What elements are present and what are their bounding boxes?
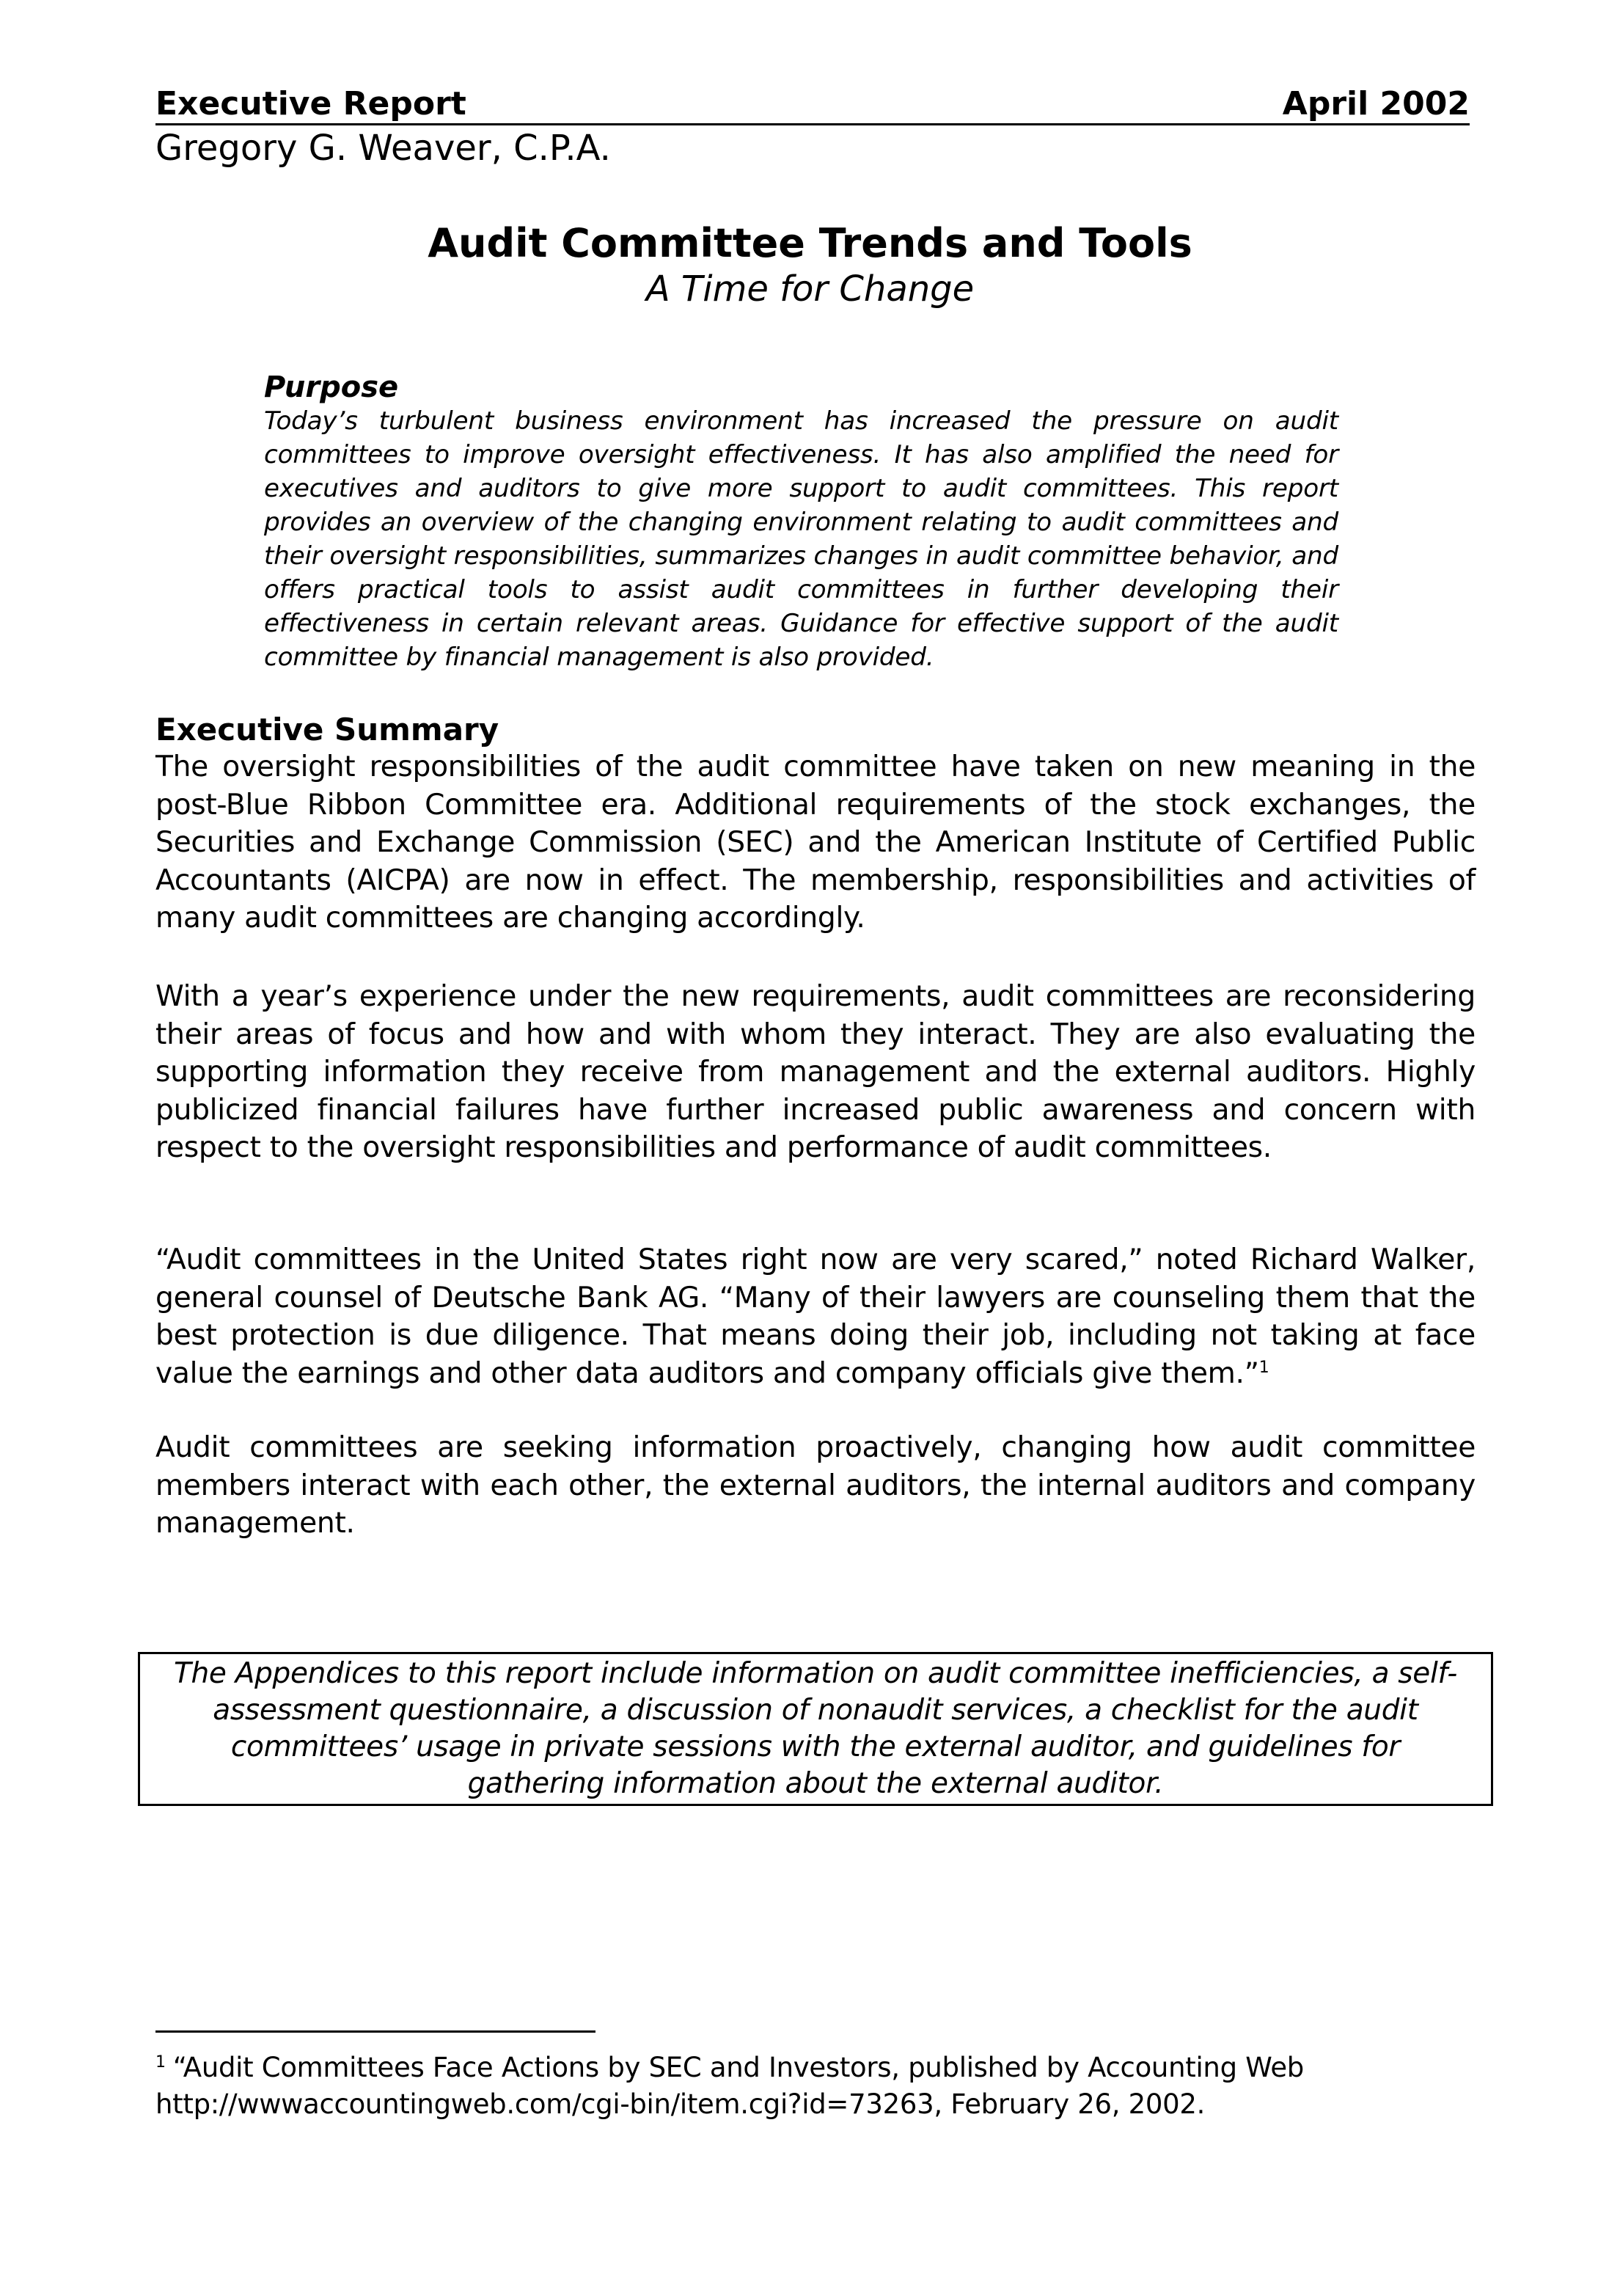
- summary-paragraph-2-block: [155, 978, 1476, 1167]
- page-subtitle: A Time for Change: [645, 268, 975, 310]
- footnote-divider: [155, 2030, 595, 2033]
- footnote-reference[interactable]: 1: [1258, 1358, 1269, 1377]
- page-title: Audit Committee Trends and Tools: [428, 220, 1192, 266]
- summary-paragraph-4: Audit committees are seeking information proactively, changing how audit committee members interact with each other, the external auditors, the internal auditors and company management.: [155, 1431, 1476, 1540]
- report-header: [155, 82, 1470, 125]
- footnote: [155, 2050, 1476, 2123]
- summary-paragraph-3: [155, 1241, 1476, 1392]
- footnote-line-1: [155, 2050, 1476, 2086]
- summary-paragraph-1: The oversight responsibilities of the audit committee have taken on new meaning in the post-Blue Ribbon Committee era. Additional requirements of the stock exchanges, the Securities and Exchange Commission (SEC) and the American Institute of Certified Public Accountants (AICPA) are now in effect. The membership, responsibilities and activities of many audit committees are changing accordingly.: [155, 750, 1476, 935]
- summary-paragraph-2: With a year’s experience under the new requirements, audit committees are reconsidering their areas of focus and how and with whom they interact. They are also evaluating the supporting information they receive from management and the external auditors. Highly publicized financial failures have further increased public awareness and concern with respect to the oversight responsibilities and performance of audit committees.: [155, 980, 1476, 1164]
- purpose-section: [264, 370, 1338, 674]
- executive-summary-section: [155, 712, 1476, 937]
- purpose-text: Today’s turbulent business environment has increased the pressure on audit committees to improve oversight effectiveness. It has also amplified the need for executives and auditors to give more support to audit committees. This report provides an overview of the changing environment relating to audit committees and their oversight responsibilities, summarizes changes in audit committee behavior, and offers practical tools to assist audit committees in further developing their effectiveness in certain relevant areas. Guidance for effective support of the audit committee by financial management is also provided.: [264, 406, 1338, 672]
- summary-paragraph-3-text: “Audit committees in the United States right now are very scared,” noted Richard Walker, general counsel of Deutsche Bank AG. “Many of their lawyers are counseling them that the best protection is due diligence. That means doing their job, including not taking at face value the earnings and other data auditors and company officials give them.”: [155, 1243, 1476, 1390]
- author-name: Gregory G. Weaver, C.P.A.: [155, 128, 611, 169]
- appendix-note-text: The Appendices to this report include information on audit committee inefficiencies, a self-assessment questionnaire, a discussion of nonaudit services, a checklist for the audit committees’ usage in private sessions with the external auditor, and guidelines for gathering information about the external auditor.: [173, 1657, 1458, 1800]
- summary-paragraph-3-block: [155, 1241, 1476, 1392]
- footnote-mark: 1: [155, 2052, 166, 2072]
- report-type: Executive Report: [155, 85, 466, 123]
- footnote-citation: “Audit Committees Face Actions by SEC and Investors, published by Accounting Web: [172, 2052, 1304, 2083]
- summary-paragraph-4-block: [155, 1429, 1476, 1543]
- purpose-heading: Purpose: [264, 370, 399, 404]
- appendix-note-box: [138, 1652, 1493, 1806]
- footnote-url[interactable]: http://wwwaccountingweb.com/cgi-bin/item.cgi?id=73263, February 26, 2002.: [155, 2088, 1206, 2120]
- report-date: April 2002: [1282, 85, 1470, 123]
- executive-summary-heading: Executive Summary: [155, 712, 499, 747]
